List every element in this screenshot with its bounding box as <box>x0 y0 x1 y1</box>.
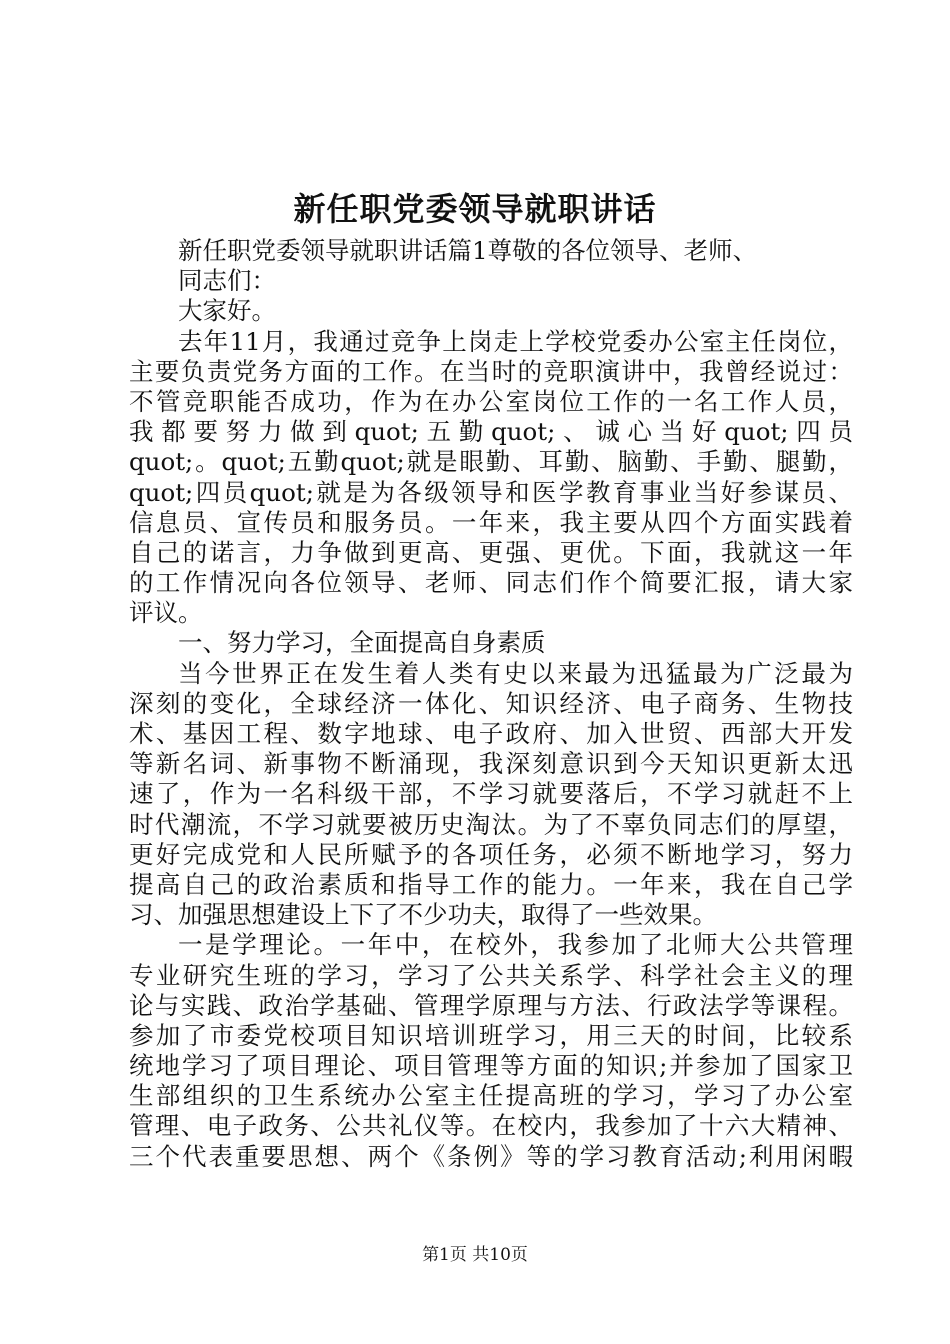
text-line: 同志们： <box>178 266 276 296</box>
text-line: 等新名词、新事物不断涌现，我深刻意识到今天知识更新太迅 <box>129 749 853 779</box>
text-line: 习、加强思想建设上下了不少功夫，取得了一些效果。 <box>129 900 717 930</box>
text-line: 三个代表重要思想、两个《条例》等的学习教育活动;利用闲暇 <box>129 1141 853 1171</box>
text-line: 管理、电子政务、公共礼仪等。在校内，我参加了十六大精神、 <box>129 1111 853 1141</box>
text-line: quot;四员quot;就是为各级领导和医学教育事业当好参谋员、 <box>129 477 853 507</box>
text-line: 时代潮流，不学习就要被历史淘汰。为了不辜负同志们的厚望， <box>129 809 853 839</box>
text-line: 我都要努力做到quot;五勤quot;、诚心当好quot;四员 <box>129 417 853 447</box>
text-line: 参加了市委党校项目知识培训班学习，用三天的时间，比较系 <box>129 1020 853 1050</box>
text-line: 术、基因工程、数字地球、电子政府、加入世贸、西部大开发 <box>129 719 853 748</box>
text-line: 去年11月，我通过竞争上岗走上学校党委办公室主任岗位， <box>178 326 853 356</box>
text-line: 提高自己的政治素质和指导工作的能力。一年来，我在自己学 <box>129 869 853 899</box>
text-line: 评议。 <box>129 598 203 628</box>
text-line: 更好完成党和人民所赋予的各项任务，必须不断地学习，努力 <box>129 839 853 869</box>
text-line: 论与实践、政治学基础、管理学原理与方法、行政法学等课程。 <box>129 990 853 1020</box>
text-line: 的工作情况向各位领导、老师、同志们作个简要汇报，请大家 <box>129 568 853 598</box>
text-line: 统地学习了项目理论、项目管理等方面的知识;并参加了国家卫 <box>129 1051 853 1081</box>
text-line: 当今世界正在发生着人类有史以来最为迅猛最为广泛最为 <box>178 658 853 688</box>
text-line: 不管竞职能否成功，作为在办公室岗位工作的一名工作人员， <box>129 386 853 416</box>
text-line: quot;。quot;五勤quot;就是眼勤、耳勤、脑勤、手勤、腿勤， <box>129 447 853 477</box>
text-line: 大家好。 <box>178 296 276 326</box>
text-line: 专业研究生班的学习，学习了公共关系学、科学社会主义的理 <box>129 960 853 990</box>
text-line: 自己的诺言，力争做到更高、更强、更优。下面，我就这一年 <box>129 537 853 567</box>
text-line: 速了，作为一名科级干部，不学习就要落后，不学习就赶不上 <box>129 779 853 809</box>
text-line: 深刻的变化，全球经济一体化、知识经济、电子商务、生物技 <box>129 688 853 718</box>
text-line: 主要负责党务方面的工作。在当时的竞职演讲中，我曾经说过： <box>129 356 853 386</box>
text-line: 信息员、宣传员和服务员。一年来，我主要从四个方面实践着 <box>129 507 853 537</box>
text-line: 一是学理论。一年中，在校外，我参加了北师大公共管理 <box>178 930 853 960</box>
page-number-footer: 第1页 共10页 <box>422 1245 528 1265</box>
document-title: 新任职党委领导就职讲话 <box>293 190 657 228</box>
section-heading: 一、努力学习，全面提高自身素质 <box>178 628 546 658</box>
text-line: 新任职党委领导就职讲话篇1尊敬的各位领导、老师、 <box>178 236 758 265</box>
document-body <box>129 236 853 1172</box>
text-line: 生部组织的卫生系统办公室主任提高班的学习，学习了办公室 <box>129 1081 853 1111</box>
